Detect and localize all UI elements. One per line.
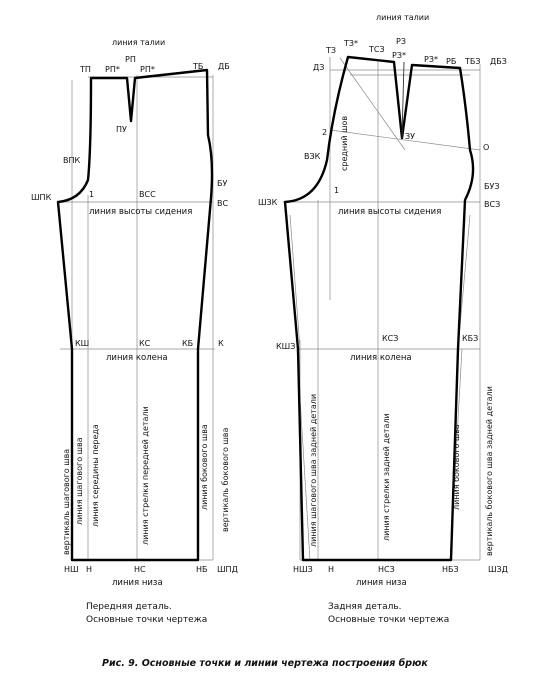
- back-rs-star-left-label: РЗ*: [392, 51, 406, 60]
- front-rp-star-left-label: РП*: [105, 65, 120, 74]
- front-db-label: ДБ: [218, 62, 230, 71]
- front-shpk-label: ШПК: [31, 193, 52, 202]
- back-nshz-label: НШЗ: [293, 565, 313, 574]
- back-o-label: О: [483, 143, 490, 152]
- front-nsh-label: НШ: [64, 565, 79, 574]
- front-vs-label: ВС: [217, 199, 229, 208]
- back-point-2-label: 2: [322, 128, 328, 137]
- front-seat-line-label: линия высоты сидения: [89, 207, 193, 217]
- back-buz-label: БУЗ: [484, 182, 500, 191]
- back-point-1-label: 1: [334, 186, 340, 195]
- front-k-label: К: [218, 339, 224, 348]
- front-vertical-5: линия бокового шва: [200, 424, 209, 510]
- front-vertical-6: вертикаль бокового шва: [221, 427, 230, 532]
- front-shpd-label: ШПД: [217, 565, 238, 574]
- front-ksh-label: КШ: [75, 339, 90, 348]
- front-vertical-4: линия стрелки передней детали: [141, 406, 150, 545]
- back-ksz-label: КСЗ: [382, 334, 399, 343]
- back-ts-label: ТЗ: [326, 46, 337, 55]
- back-vertical-1: линия шагового шва задней детали: [309, 393, 318, 547]
- back-seat-line-label: линия высоты сидения: [338, 207, 442, 217]
- front-caption-1: Передняя деталь.: [86, 602, 172, 612]
- front-hem-line-label: линия низа: [112, 578, 163, 588]
- front-tb-label: ТБ: [193, 62, 204, 71]
- back-waist-label: линия талии: [376, 13, 430, 22]
- back-knee-line-label: линия колена: [350, 353, 412, 363]
- back-ts-star-label: ТЗ*: [344, 39, 359, 48]
- back-tbs-label: ТБЗ: [465, 57, 481, 66]
- back-shzd-label: ШЗД: [488, 565, 508, 574]
- front-vss-label: ВСС: [139, 190, 156, 199]
- front-piece: [31, 38, 238, 625]
- front-pu-label: ПУ: [116, 125, 127, 134]
- back-dbs-label: ДБЗ: [490, 57, 507, 66]
- front-rp-star-right-label: РП*: [140, 65, 155, 74]
- back-vsz-label: ВСЗ: [484, 200, 501, 209]
- back-caption-2: Основные точки чертежа: [328, 615, 450, 625]
- back-nsz-label: НСЗ: [378, 565, 395, 574]
- back-rs-label: РЗ: [396, 37, 406, 46]
- back-vertical-4: вертикаль бокового шва задней детали: [485, 386, 494, 556]
- back-rs-star-right-label: РЗ*: [424, 55, 438, 64]
- front-vertical-2: линия шагового шва: [75, 437, 84, 525]
- back-rb-label: РБ: [446, 57, 457, 66]
- back-shzk-label: ШЗК: [258, 198, 278, 207]
- back-piece: [258, 13, 508, 625]
- back-kbz-label: КБЗ: [462, 334, 479, 343]
- front-tp-label: ТП: [80, 65, 91, 74]
- back-vertical-2: линия стрелки задней детали: [382, 413, 391, 541]
- front-ks-label: КС: [139, 339, 151, 348]
- back-mid-seam-label: средний шов: [340, 115, 349, 171]
- back-nbz-label: НБЗ: [442, 565, 459, 574]
- front-point-1-label: 1: [89, 190, 95, 199]
- front-waist-label: линия талии: [112, 38, 166, 47]
- figure-caption: Рис. 9. Основные точки и линии чертежа построения брюк: [102, 658, 428, 669]
- back-ksh-label: КШЗ: [276, 342, 296, 351]
- front-nb-label: НБ: [196, 565, 208, 574]
- front-vertical-3: линия середины переда: [91, 424, 100, 527]
- front-caption-2: Основные точки чертежа: [86, 615, 208, 625]
- front-kb-label: КБ: [182, 339, 194, 348]
- front-rp-label: РП: [125, 55, 136, 64]
- front-vpk-label: ВПК: [63, 156, 81, 165]
- back-tss-label: ТСЗ: [369, 45, 385, 54]
- front-vertical-1: вертикаль шагового шва: [62, 448, 71, 555]
- front-ns-label: НС: [134, 565, 146, 574]
- back-vsk-label: ВЗК: [304, 152, 321, 161]
- front-knee-line-label: линия колена: [106, 353, 168, 363]
- back-caption-1: Задняя деталь.: [328, 602, 402, 612]
- back-ds-label: ДЗ: [313, 63, 325, 72]
- front-bu-label: БУ: [217, 179, 228, 188]
- front-n-label: Н: [86, 565, 93, 574]
- back-hem-line-label: линия низа: [356, 578, 407, 588]
- back-zu-label: ЗУ: [405, 132, 416, 141]
- back-n-label: Н: [328, 565, 335, 574]
- back-vertical-3: линия бокового шва: [452, 424, 461, 510]
